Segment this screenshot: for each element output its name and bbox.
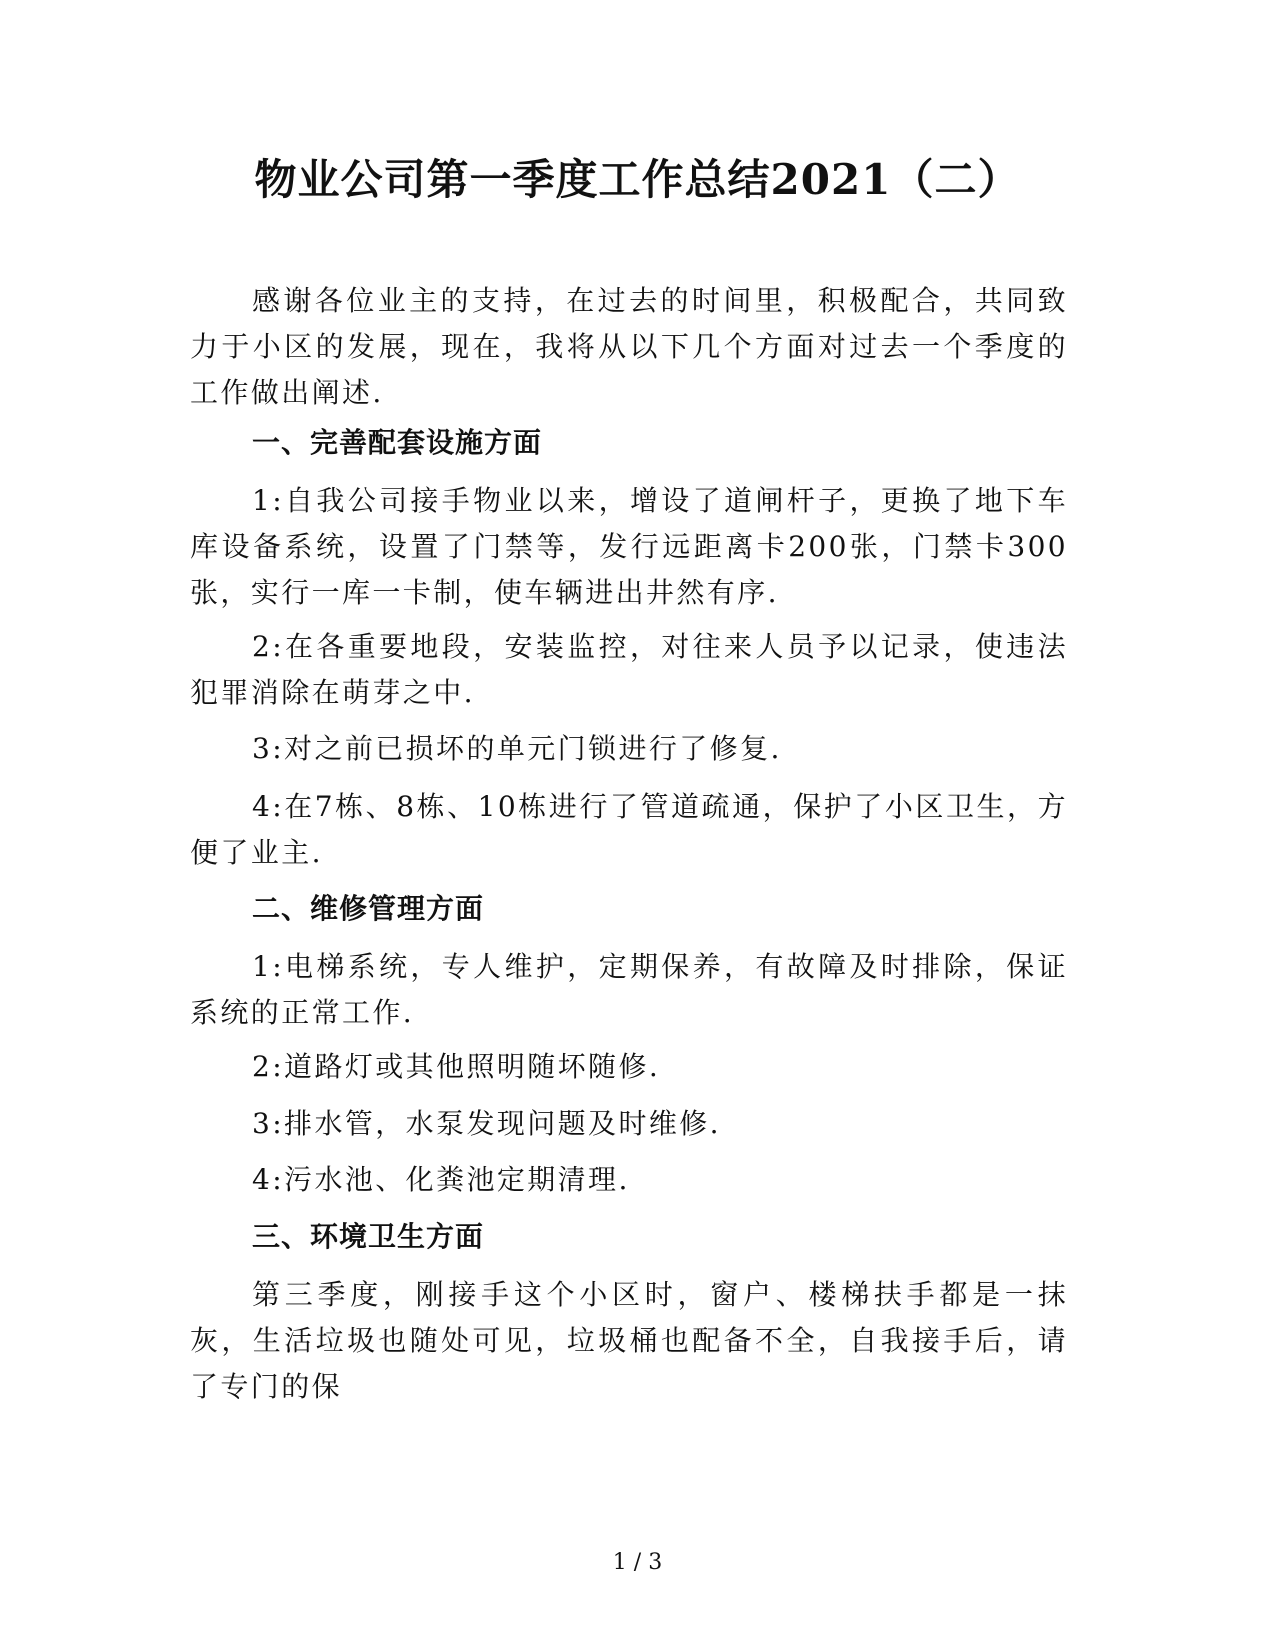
- facilities-item-1: 1:自我公司接手物业以来，增设了道闸杆子，更换了地下车库设备系统，设置了门禁等，发行远距离卡200张，门禁卡300张，实行一库一卡制，使车辆进出井然有序.: [190, 484, 1068, 609]
- maintenance-item-1: 1:电梯系统，专人维护，定期保养，有故障及时排除，保证系统的正常工作.: [190, 950, 1068, 1029]
- section-heading-facilities: 一、完善配套设施方面: [252, 426, 543, 459]
- page-number: 1 / 3: [612, 1550, 663, 1575]
- facilities-item-2: 2:在各重要地段，安装监控，对往来人员予以记录，使违法犯罪消除在萌芽之中.: [190, 630, 1068, 709]
- sanitation-paragraph: 第三季度，刚接手这个小区时，窗户、楼梯扶手都是一抹灰，生活垃圾也随处可见，垃圾桶也配备不全，自我接手后，请了专门的保: [190, 1278, 1068, 1403]
- intro-paragraph: 感谢各位业主的支持，在过去的时间里，积极配合，共同致力于小区的发展，现在，我将从以下几个方面对过去一个季度的工作做出阐述.: [190, 284, 1068, 409]
- section-heading-sanitation: 三、环境卫生方面: [252, 1220, 485, 1253]
- maintenance-item-4: 4:污水池、化粪池定期清理.: [252, 1163, 630, 1196]
- section-heading-maintenance: 二、维修管理方面: [252, 892, 485, 925]
- page-title: 物业公司第一季度工作总结2021（二）: [254, 155, 1021, 204]
- maintenance-item-3: 3:排水管，水泵发现问题及时维修.: [252, 1107, 721, 1140]
- maintenance-item-2: 2:道路灯或其他照明随坏随修.: [252, 1050, 661, 1083]
- facilities-item-4: 4:在7栋、8栋、10栋进行了管道疏通，保护了小区卫生，方便了业主.: [190, 790, 1068, 869]
- facilities-item-3: 3:对之前已损坏的单元门锁进行了修复.: [252, 732, 782, 765]
